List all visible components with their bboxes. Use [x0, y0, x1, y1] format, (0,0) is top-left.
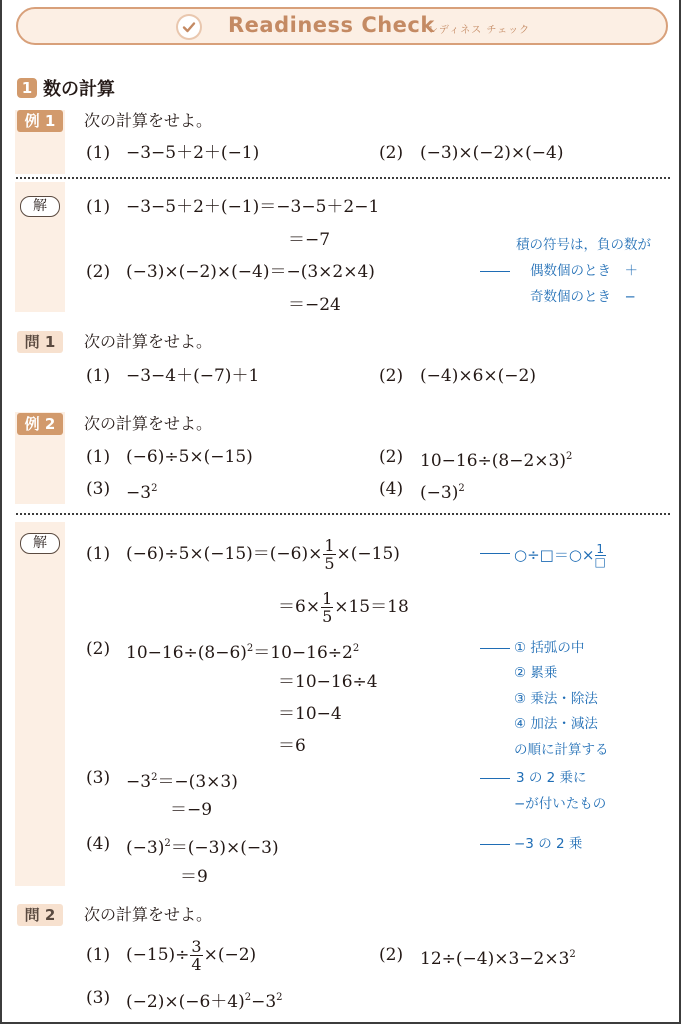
example-2-item-1-number: (1) — [86, 447, 111, 467]
solution-1-tag: 解 — [20, 196, 60, 217]
example-2-item-4-number: (4) — [379, 479, 404, 499]
solution-1-line-1: −3−5＋2＋(−1)＝−3−5＋2−1 — [126, 197, 380, 217]
problem-2-item-1-expression: (−15)÷ $\frac{3}{4}$ ×(−2) — [126, 936, 257, 974]
problem-1-prompt: 次の計算をせよ。 — [84, 332, 213, 351]
power-note-1: 3 の 2 乗に — [516, 770, 587, 786]
problem-2-item-3-expression: $(-2)\times(-6+4)^2-3^2$ — [126, 992, 283, 1012]
note-leader — [480, 648, 510, 649]
problem-2-item-2-expression: $12\div(-4)\times 3-2\times 3^2$ — [420, 949, 576, 969]
sign-rule-note-2: 偶数個のとき ＋ — [530, 263, 638, 279]
problem-2-prompt: 次の計算をせよ。 — [84, 905, 213, 924]
solution-2-shade — [15, 522, 65, 886]
example-2-item-3-expression: $-3^2$ — [126, 483, 158, 503]
sign-rule-note-3: 奇数個のとき − — [530, 289, 636, 305]
solution-2-p3-line-1: $-3^2=-(3\times 3)$ — [126, 772, 238, 792]
problem-1-item-2-expression: (−4)×6×(−2) — [420, 366, 536, 386]
banner-title: Readiness Check — [228, 13, 435, 37]
solution-2-p1-number: (1) — [86, 544, 111, 564]
solution-1-line-1-number: (1) — [86, 197, 111, 217]
solution-1-line-4: ＝−24 — [288, 295, 341, 315]
solution-2-p2-number: (2) — [86, 639, 111, 659]
power-note-2: −が付いたもの — [514, 796, 607, 812]
solution-2-p3-line-2: ＝−9 — [170, 800, 213, 820]
solution-2-p2-line-2: ＝10−16÷4 — [278, 672, 378, 692]
solution-2-p4-number: (4) — [86, 834, 111, 854]
example-1-item-1-number: (1) — [86, 143, 111, 163]
order-note-4: ④ 加法・減法 — [514, 716, 598, 732]
dotted-divider — [16, 177, 670, 179]
example-1-item-2-expression: (−3)×(−2)×(−4) — [420, 143, 564, 163]
example-2-item-4-expression: $(-3)^2$ — [420, 483, 465, 503]
order-note-3: ③ 乗法・除法 — [514, 691, 598, 707]
sign-rule-note-1: 積の符号は，負の数が — [516, 237, 651, 253]
division-rule-note: ○÷□＝○× 1 □ — [514, 542, 606, 569]
problem-2-item-3-number: (3) — [86, 988, 111, 1008]
problem-2-item-2-number: (2) — [379, 945, 404, 965]
solution-1-line-3-number: (2) — [86, 262, 111, 282]
solution-2-p1-line-2: ＝6× $\frac{1}{5}$ ×15＝18 — [278, 588, 409, 626]
order-note-2: ② 累乗 — [514, 665, 558, 681]
problem-2-tag: 問 2 — [17, 904, 63, 926]
readiness-banner — [16, 7, 668, 45]
example-2-prompt: 次の計算をせよ。 — [84, 414, 213, 433]
dotted-divider — [16, 513, 670, 515]
section-number: 1 — [17, 78, 37, 98]
solution-2-p2-line-1: $10-16\div(8-6)^2=10-16\div 2^2$ — [126, 643, 360, 663]
solution-2-p4-line-2: ＝9 — [180, 867, 208, 887]
example-1-tag: 例 1 — [17, 110, 63, 132]
check-icon — [178, 16, 200, 38]
solution-2-p1-line-1: (−6)÷5×(−15)＝(−6)× $\frac{1}{5}$ ×(−15) — [126, 535, 400, 573]
solution-1-line-3: (−3)×(−2)×(−4)＝−(3×2×4) — [126, 262, 375, 282]
note-leader — [480, 553, 510, 554]
order-note-5: の順に計算する — [514, 742, 609, 758]
example-1-item-2-number: (2) — [379, 143, 404, 163]
solution-2-p2-line-4: ＝6 — [278, 736, 306, 756]
example-2-item-3-number: (3) — [86, 479, 111, 499]
solution-2-tag: 解 — [20, 533, 60, 554]
problem-2-item-1-number: (1) — [86, 945, 111, 965]
fraction: $\frac{1}{5}$ — [324, 535, 335, 573]
example-1-item-1-expression: −3−5＋2＋(−1) — [126, 143, 260, 163]
note-leader — [480, 778, 510, 779]
solution-2-p4-line-1: $(-3)^2=(-3)\times(-3)$ — [126, 838, 279, 858]
problem-1-item-1-number: (1) — [86, 366, 111, 386]
power-note-3: −3 の 2 乗 — [514, 836, 583, 852]
problem-1-item-2-number: (2) — [379, 366, 404, 386]
note-leader — [480, 844, 510, 845]
note-leader — [480, 271, 510, 272]
problem-1-tag: 問 1 — [17, 331, 63, 353]
problem-1-item-1-expression: −3−4＋(−7)＋1 — [126, 366, 260, 386]
example-2-item-1-expression: (−6)÷5×(−15) — [126, 447, 253, 467]
fraction: $\frac{1}{5}$ — [322, 588, 333, 626]
order-note-1: ① 括弧の中 — [514, 640, 585, 656]
solution-2-p2-line-3: ＝10−4 — [278, 704, 342, 724]
solution-2-p3-number: (3) — [86, 768, 111, 788]
example-2-item-2-number: (2) — [379, 447, 404, 467]
example-1-prompt: 次の計算をせよ。 — [84, 111, 213, 130]
example-2-item-2-expression: $10-16\div(8-2\times 3)^2$ — [420, 451, 573, 471]
example-2-tag: 例 2 — [17, 413, 63, 435]
banner-subtitle: レディネス チェック — [428, 25, 531, 36]
solution-1-line-2: ＝−7 — [288, 230, 331, 250]
section-title: 数の計算 — [43, 79, 115, 100]
fraction: $\frac{3}{4}$ — [191, 936, 202, 974]
